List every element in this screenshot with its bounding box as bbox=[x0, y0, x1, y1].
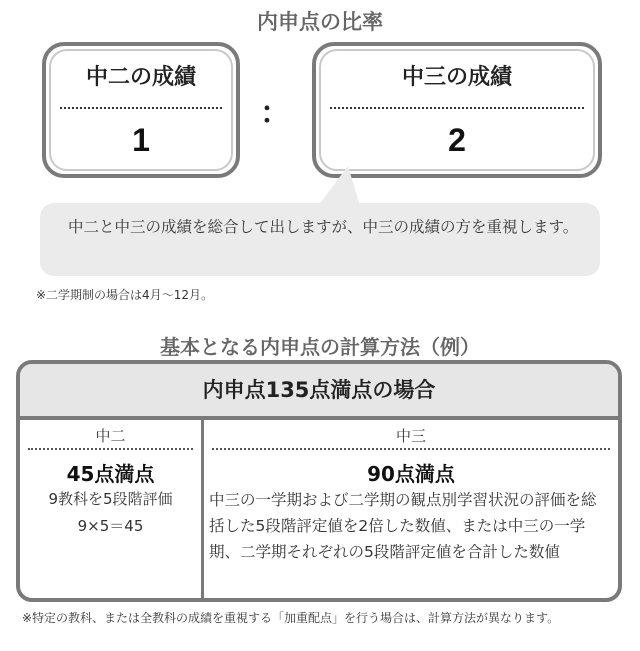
grade3-ratio-box bbox=[312, 42, 602, 178]
dotted-divider bbox=[330, 107, 584, 109]
grade3-label: 中三の成績 bbox=[401, 65, 512, 90]
grade2-ratio-box bbox=[42, 42, 240, 178]
calc-title: 基本となる内申点の計算方法（例） bbox=[160, 335, 480, 359]
grade2-desc-line1: 9教科を5段階評価 bbox=[48, 490, 173, 508]
dotted-divider bbox=[28, 448, 193, 450]
grade3-score: 90点満点 bbox=[367, 462, 455, 486]
speech-bubble-tail bbox=[300, 166, 380, 206]
column-divider bbox=[201, 420, 204, 598]
dotted-divider bbox=[212, 448, 610, 450]
semester-note: ※二学期制の場合は4月〜12月。 bbox=[36, 288, 213, 302]
grade3-description: 中三の一学期および二学期の観点別学習状況の評価を総括した5段階評定値を2倍した数値、または中三の一学期、二学期それぞれの5段階評定値を合計した数値 bbox=[209, 491, 597, 561]
calc-table bbox=[16, 360, 622, 602]
ratio-title: 内申点の比率 bbox=[257, 10, 383, 34]
table-title: 内申点135点満点の場合 bbox=[20, 364, 618, 420]
grade2-column-header: 中二 bbox=[95, 427, 126, 445]
ratio-separator: ： bbox=[260, 96, 290, 131]
weighted-scoring-note: ※特定の教科、または全教科の成績を重視する「加重配点」を行う場合は、計算方法が異なります。 bbox=[22, 611, 560, 625]
grade2-score: 45点満点 bbox=[66, 462, 155, 486]
speech-bubble bbox=[40, 203, 600, 276]
dotted-divider bbox=[60, 107, 222, 109]
grade3-column-header: 中三 bbox=[395, 427, 426, 445]
bubble-text: 中二と中三の成績を総合して出しますが、中三の成績の方を重視します。 bbox=[68, 218, 579, 236]
grade2-ratio-value: 1 bbox=[132, 122, 150, 158]
grade2-label: 中二の成績 bbox=[85, 65, 196, 90]
grade3-ratio-value: 2 bbox=[448, 122, 466, 158]
grade2-formula: 9×5＝45 bbox=[77, 517, 144, 535]
